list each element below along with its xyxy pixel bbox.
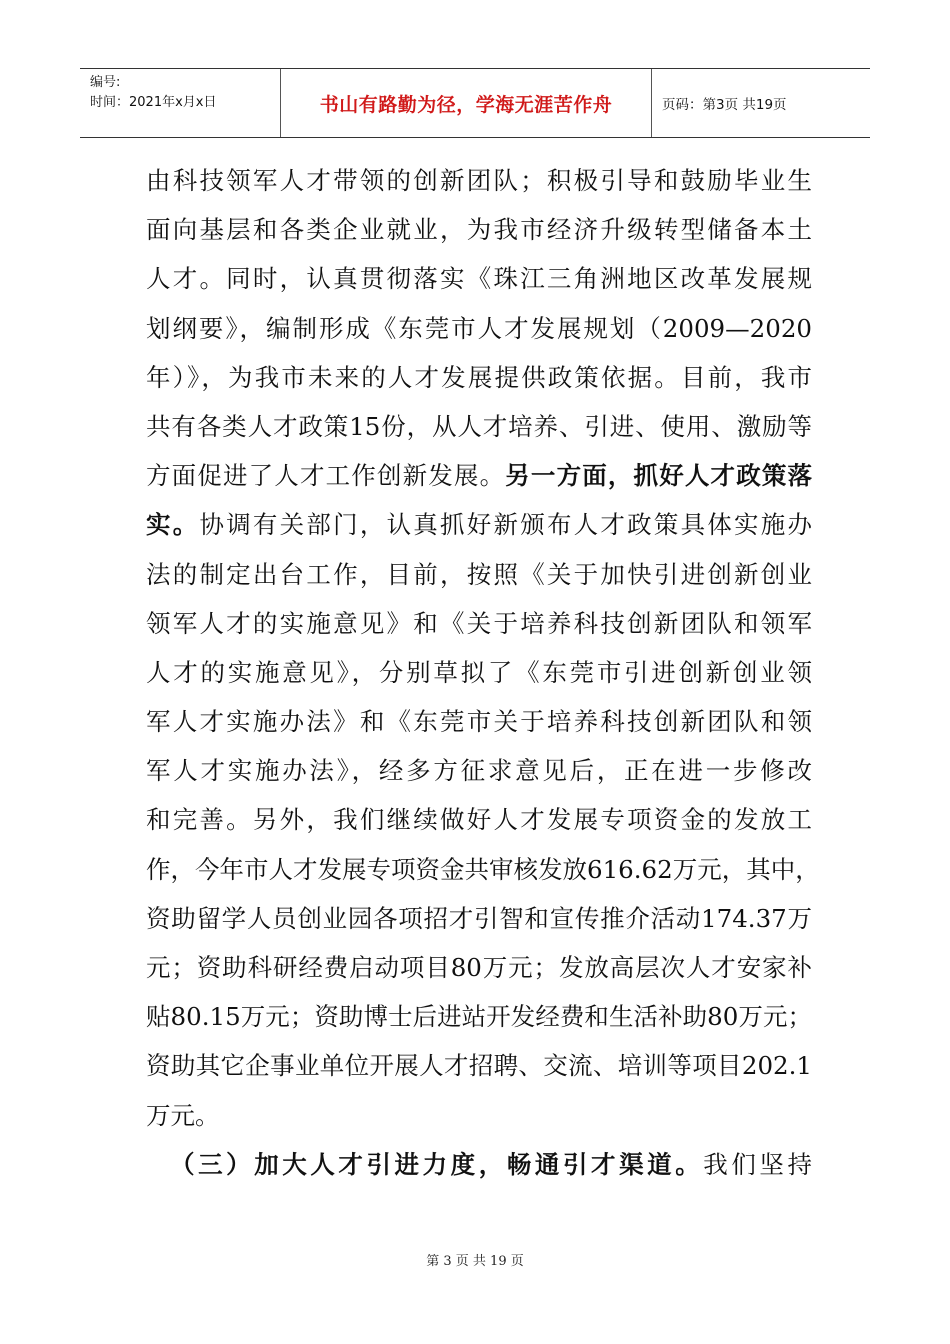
body-line: 军人才实施办法》，经多方征求意见后，正在进一步修改 bbox=[146, 756, 812, 786]
document-body bbox=[146, 156, 820, 1189]
body-line: 法的制定出台工作，目前，按照《关于加快引进创新创业 bbox=[146, 559, 812, 589]
number-label: 编号: bbox=[90, 75, 121, 90]
body-line bbox=[146, 500, 812, 549]
body-line: 面向基层和各类企业就业，为我市经济升级转型储备本土 bbox=[146, 215, 812, 245]
body-line: 由科技领军人才带领的创新团队；积极引导和鼓励毕业生 bbox=[146, 166, 812, 195]
body-line: 共有各类人才政策15份，从人才培养、引进、使用、激励等 bbox=[146, 411, 812, 441]
section-heading-line bbox=[146, 1140, 812, 1189]
body-text: 我们坚持 bbox=[703, 1149, 813, 1179]
body-line: 和完善。另外，我们继续做好人才发展专项资金的发放工 bbox=[146, 805, 812, 835]
bold-emphasis: 另一方面，抓好人才政策落 bbox=[505, 461, 813, 491]
header-meta bbox=[80, 69, 280, 137]
header-page-info-cell bbox=[652, 69, 870, 137]
body-line: 贴80.15万元；资助博士后进站开发经费和生活补助80万元； bbox=[146, 1002, 812, 1032]
body-line: 资助其它企事业单位开展人才招聘、交流、培训等项目202.1 bbox=[146, 1051, 812, 1081]
time-label: 时间：2021年x月x日 bbox=[90, 95, 217, 110]
body-line bbox=[146, 451, 812, 500]
body-line: 万元。 bbox=[146, 1100, 220, 1130]
body-line: 人才。同时，认真贯彻落实《珠江三角洲地区改革发展规 bbox=[146, 264, 812, 294]
body-line: 领军人才的实施意见》和《关于培养科技创新团队和领军 bbox=[146, 608, 812, 638]
body-line: 年）》，为我市未来的人才发展提供政策依据。目前，我市 bbox=[146, 362, 812, 392]
document-header bbox=[80, 68, 870, 138]
body-line: 资助留学人员创业园各项招才引智和宣传推介活动174.37万 bbox=[146, 903, 812, 933]
body-line: 作，今年市人才发展专项资金共审核发放616.62万元，其中， bbox=[146, 854, 820, 884]
page-info: 页码：第3页 共19页 bbox=[662, 97, 787, 113]
motto: 书山有路勤为径，学海无涯苦作舟 bbox=[319, 93, 613, 116]
body-line: 划纲要》，编制形成《东莞市人才发展规划（2009—2020 bbox=[146, 313, 812, 343]
section-heading: （三）加大人才引进力度，畅通引才渠道。 bbox=[170, 1149, 704, 1179]
body-line: 人才的实施意见》，分别草拟了《东莞市引进创新创业领 bbox=[146, 657, 812, 687]
body-text: 方面促进了人才工作创新发展。 bbox=[146, 461, 506, 491]
bold-emphasis: 实。 bbox=[146, 510, 200, 540]
body-line: 军人才实施办法》和《东莞市关于培养科技创新团队和领 bbox=[146, 707, 812, 737]
header-motto-cell bbox=[280, 69, 652, 137]
body-text: 协调有关部门，认真抓好新颁布人才政策具体实施办 bbox=[199, 510, 813, 540]
page-footer: 第 3 页 共 19 页 bbox=[426, 1254, 524, 1269]
body-line: 元；资助科研经费启动项目80万元；发放高层次人才安家补 bbox=[146, 953, 812, 982]
